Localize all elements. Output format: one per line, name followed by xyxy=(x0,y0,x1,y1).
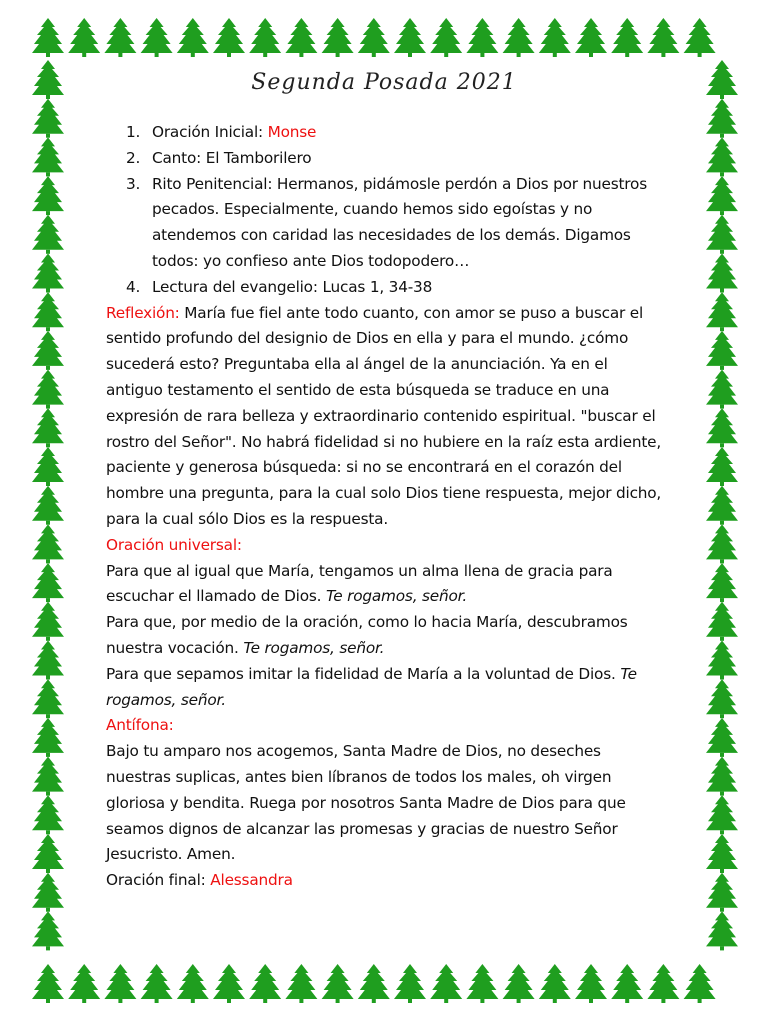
petition-text: Para que, por medio de la oración, como lo hacia María, descubramos nuestra vocación. xyxy=(106,613,628,657)
list-number: 3. xyxy=(126,174,141,193)
petition-response: Te rogamos, señor. xyxy=(243,638,385,657)
tree-icon xyxy=(32,964,64,1003)
petition xyxy=(106,610,666,662)
petition-response: Te rogamos, señor. xyxy=(326,587,467,606)
list-number: 2. xyxy=(126,148,141,167)
tree-icon xyxy=(285,18,317,57)
tree-icon xyxy=(706,679,738,718)
final-prayer xyxy=(106,868,666,894)
tree-icon xyxy=(430,18,462,57)
list-text: Canto: El Tamborilero xyxy=(152,148,312,167)
reflection-paragraph xyxy=(106,301,666,533)
tree-icon xyxy=(32,331,64,370)
tree-icon xyxy=(647,964,679,1003)
tree-icon xyxy=(684,964,716,1003)
tree-icon xyxy=(430,964,462,1003)
tree-icon xyxy=(706,408,738,447)
tree-icon xyxy=(141,18,173,57)
tree-icon xyxy=(706,563,738,602)
universal-prayer-heading: Oración universal: xyxy=(106,535,242,554)
tree-icon xyxy=(32,254,64,293)
list-text: Lectura del evangelio: Lucas 1, 34-38 xyxy=(152,277,433,296)
tree-icon xyxy=(706,331,738,370)
tree-icon xyxy=(706,486,738,525)
antiphon-text: Bajo tu amparo nos acogemos, Santa Madre de Dios, no deseches nuestras suplicas, antes bien líbranos de todos los males, oh virgen gloriosa y bendita. Ruega por nosotros Santa Madre de Dios para que seamos dignos de alcanzar las promesas y gracias de nuestro Señor Jesucristo. Amen. xyxy=(106,742,626,864)
document-body xyxy=(106,120,666,894)
list-item xyxy=(106,172,666,275)
tree-icon xyxy=(706,137,738,176)
tree-icon xyxy=(68,964,100,1003)
tree-icon xyxy=(32,137,64,176)
tree-icon xyxy=(706,176,738,215)
tree-icon xyxy=(177,18,209,57)
tree-icon xyxy=(32,524,64,563)
tree-icon xyxy=(611,18,643,57)
tree-icon xyxy=(539,964,571,1003)
tree-icon xyxy=(684,18,716,57)
document-title: Segunda Posada 2021 xyxy=(251,70,517,95)
tree-icon xyxy=(177,964,209,1003)
tree-icon xyxy=(32,873,64,912)
tree-icon xyxy=(706,99,738,138)
tree-icon xyxy=(503,18,535,57)
tree-icon xyxy=(32,99,64,138)
tree-icon xyxy=(32,408,64,447)
tree-icon xyxy=(32,18,64,57)
tree-icon xyxy=(647,18,679,57)
tree-icon xyxy=(358,964,390,1003)
tree-icon xyxy=(706,602,738,641)
antiphon-heading: Antífona: xyxy=(106,716,174,735)
tree-icon xyxy=(466,18,498,57)
petition-response: Te rogamos, señor. xyxy=(106,664,637,709)
reflection-label: Reflexión: xyxy=(106,303,180,322)
leader-name: Alessandra xyxy=(210,871,293,890)
tree-icon xyxy=(539,18,571,57)
tree-icon xyxy=(575,18,607,57)
tree-icon xyxy=(322,964,354,1003)
petition-text: Para que al igual que María, tengamos un alma llena de gracia para escuchar el llamado de Dios. xyxy=(106,561,613,606)
tree-icon xyxy=(32,447,64,486)
tree-icon xyxy=(706,524,738,563)
tree-icon xyxy=(706,757,738,796)
list-item xyxy=(106,275,666,301)
tree-icon xyxy=(706,641,738,680)
tree-icon xyxy=(358,18,390,57)
tree-icon xyxy=(213,18,245,57)
tree-icon xyxy=(706,795,738,834)
tree-icon xyxy=(104,18,136,57)
tree-icon xyxy=(503,964,535,1003)
tree-icon xyxy=(706,911,738,950)
final-prayer-label: Oración final: xyxy=(106,871,211,890)
tree-icon xyxy=(213,964,245,1003)
tree-icon xyxy=(706,447,738,486)
tree-icon xyxy=(141,964,173,1003)
tree-icon xyxy=(32,292,64,331)
tree-icon xyxy=(706,834,738,873)
tree-icon xyxy=(32,679,64,718)
leader-name: Monse xyxy=(267,123,317,141)
tree-icon xyxy=(32,641,64,680)
tree-icon xyxy=(394,964,426,1003)
list-item xyxy=(106,146,666,172)
tree-icon xyxy=(706,292,738,331)
tree-icon xyxy=(32,718,64,757)
tree-icon xyxy=(32,176,64,215)
tree-icon xyxy=(394,18,426,57)
tree-icon xyxy=(249,964,281,1003)
tree-icon xyxy=(706,215,738,254)
tree-icon xyxy=(32,795,64,834)
tree-icon xyxy=(249,18,281,57)
list-number: 1. xyxy=(126,123,141,141)
list-number: 4. xyxy=(126,277,141,296)
tree-icon xyxy=(104,964,136,1003)
tree-icon xyxy=(32,370,64,409)
tree-icon xyxy=(32,911,64,950)
tree-icon xyxy=(32,757,64,796)
petition xyxy=(106,559,666,611)
agenda-list xyxy=(106,120,666,301)
tree-icon xyxy=(285,964,317,1003)
list-item xyxy=(106,120,666,146)
tree-icon xyxy=(706,718,738,757)
tree-icon xyxy=(32,834,64,873)
tree-icon xyxy=(32,563,64,602)
tree-icon xyxy=(32,486,64,525)
tree-icon xyxy=(706,370,738,409)
petition xyxy=(106,662,666,714)
tree-icon xyxy=(322,18,354,57)
reflection-text: María fue fiel ante todo cuanto, con amor se puso a buscar el sentido profundo del designio de Dios en ella y para el mundo. ¿cómo sucederá esto? Preguntaba ella al ángel de la anunciación. Ya en el antiguo testamento el sentido de esta búsqueda se traduce en una expresión de rara belleza y extraordinario contenido espiritual. "buscar el rostro del Señor". No habrá fidelidad si no hubiere en la raíz esta ardiente, paciente y generosa búsqueda: si no se encontrará en el corazón del hombre una pregunta, para la cual solo Dios tiene respuesta, mejor dicho, para la cual sólo Dios es la respuesta. xyxy=(106,303,662,528)
list-text: Oración Inicial: xyxy=(152,123,268,141)
tree-icon xyxy=(466,964,498,1003)
tree-icon xyxy=(32,215,64,254)
tree-icon xyxy=(706,873,738,912)
tree-icon xyxy=(68,18,100,57)
tree-icon xyxy=(575,964,607,1003)
tree-icon xyxy=(32,602,64,641)
list-text: Rito Penitencial: Hermanos, pidámosle perdón a Dios por nuestros pecados. Especialmente, cuando hemos sido egoístas y no atendemos con caridad las necesidades de los demás. Digamos todos: yo confieso ante Dios todopodero… xyxy=(152,174,647,270)
petition-text: Para que sepamos imitar la fidelidad de María a la voluntad de Dios. xyxy=(106,664,621,683)
tree-icon xyxy=(706,254,738,293)
tree-icon xyxy=(611,964,643,1003)
